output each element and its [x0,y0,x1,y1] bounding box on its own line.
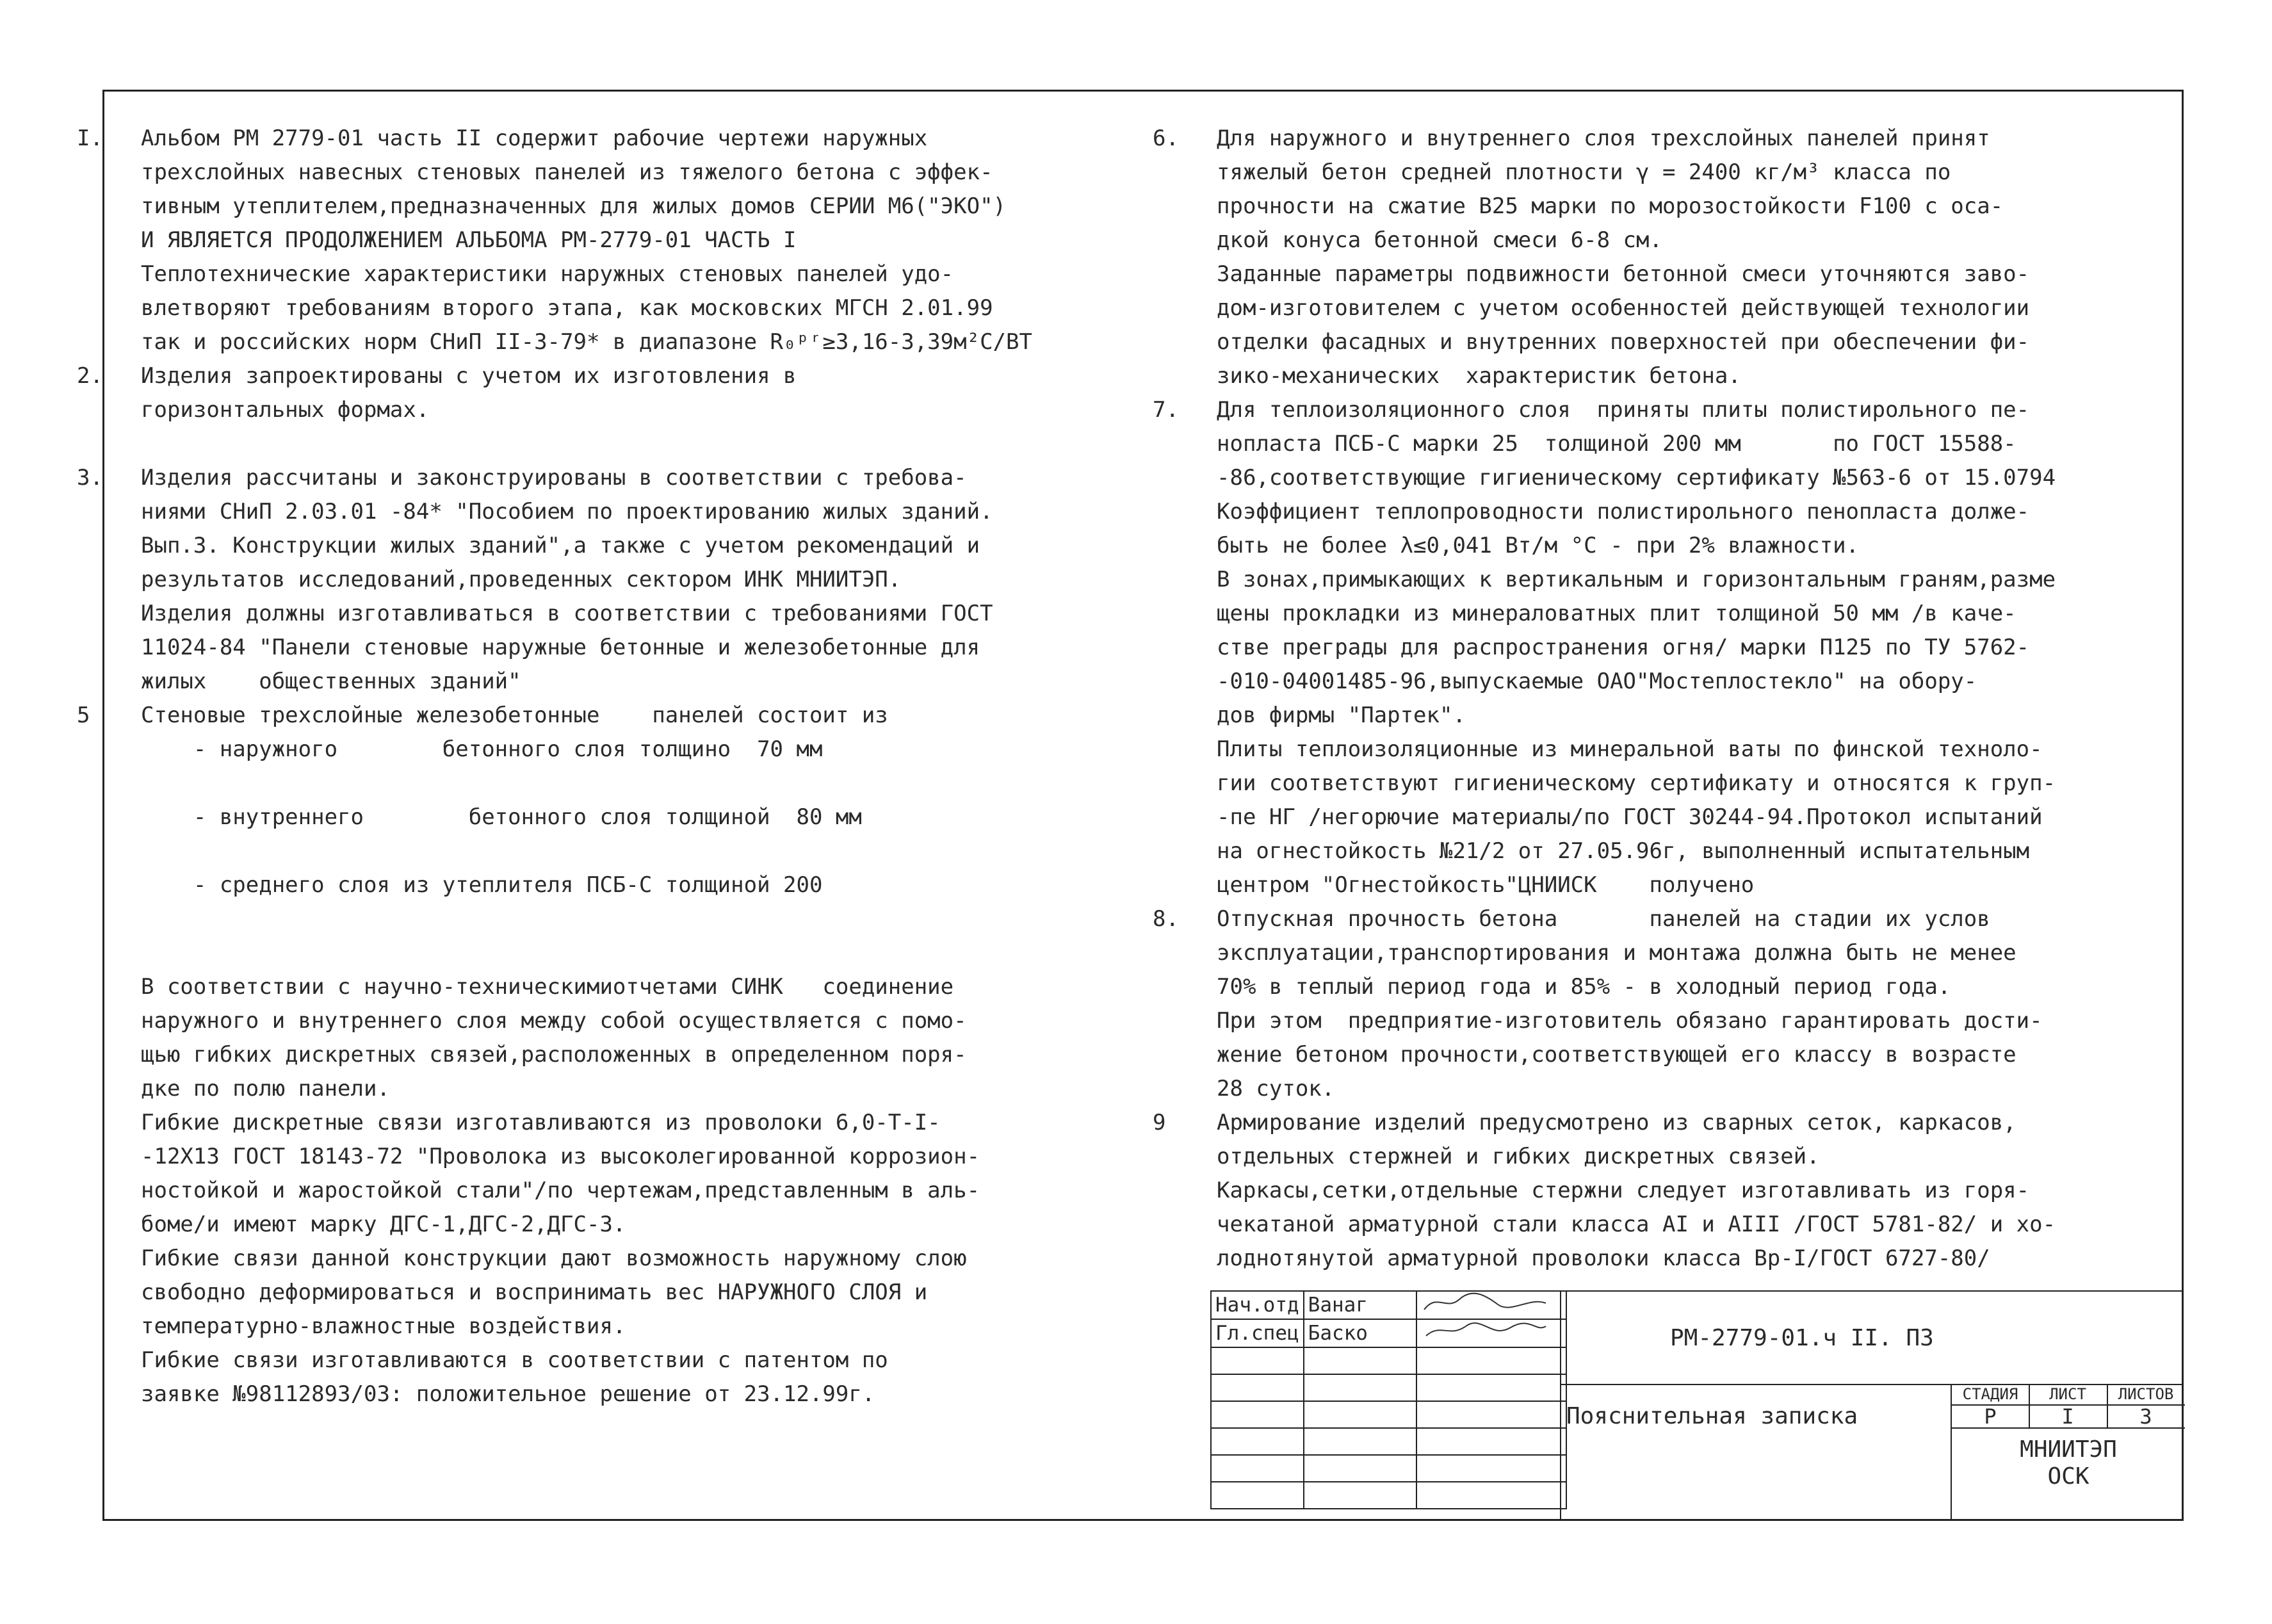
note-line: влетворяют требованиям второго этапа, как московских МГСН 2.01.99 [141,295,993,321]
empty-cell [1304,1401,1416,1428]
note-line: Альбом РМ 2779-01 часть II содержит рабочие чертежи наружных [141,126,928,151]
note-item [1153,1106,2177,1276]
empty-cell [1304,1428,1416,1455]
note-item [77,699,1191,1411]
note-line: температурно-влажностные воздействия. [141,1313,626,1339]
note-line: дкой конуса бетонной смеси 6-8 см. [1217,227,1662,253]
note-line: на огнестойкость №21/2 от 27.05.96г, выполненный испытательным [1217,838,2030,864]
note-line: -010-04001485-96,выпускаемые ОАО"Мостеплостекло" на обору- [1217,669,1977,694]
note-line: тяжелый бетон средней плотности γ = 2400 кг/м³ класса по [1217,159,1951,185]
empty-cell [1211,1374,1304,1401]
sheet-header: ЛИСТ [2029,1385,2107,1406]
note-line: Гибкие связи данной конструкции дают возможность наружному слою [141,1246,967,1271]
note-item [77,122,1191,359]
divider [2107,1385,2108,1427]
note-line: жение бетоном прочности,соответствующей его классу в возрасте [1217,1042,2016,1068]
paragraph-gap [141,427,1191,461]
note-line: Стеновые трехслойные железобетонные панелей состоит из [141,702,888,728]
note-line: Для теплоизоляционного слоя приняты плиты полистирольного пе- [1217,397,2030,423]
note-line: Заданные параметры подвижности бетонной смеси уточняются заво- [1217,261,2030,287]
note-line: - внутреннего бетонного слоя толщиной 80 мм [141,804,862,830]
name-cell: Баско [1304,1319,1416,1347]
empty-cell [1416,1428,1566,1455]
note-line: эксплуатации,транспортирования и монтажа должна быть не менее [1217,940,2016,966]
note-line: быть не более λ≤0,041 Вт/м °С - при 2% влажности. [1217,533,1860,558]
note-line: свободно деформироваться и воспринимать вес НАРУЖНОГО СЛОЯ и [141,1279,928,1305]
note-line: ниями СНиП 2.03.01 -84* "Пособием по проектированию жилых зданий. [141,499,993,524]
note-line: Теплотехнические характеристики наружных стеновых панелей удо- [141,261,954,287]
note-line: Коэффициент теплопроводности полистирольного пенопласта долже- [1217,499,2030,524]
organization-name: МНИИТЭП [2020,1436,2117,1463]
signature-icon [1421,1292,1549,1313]
notes-right-column [1153,122,2177,1276]
note-line: 70% в теплый период года и 85% - в холодный период года. [1217,974,1951,1000]
note-line: Изделия запроектированы с учетом их изготовления в [141,363,797,389]
note-line: 11024-84 "Панели стеновые наружные бетонные и железобетонные для [141,635,980,660]
signature-cell [1416,1319,1566,1347]
divider [2029,1385,2030,1427]
empty-cell [1211,1455,1304,1482]
note-line: Армирование изделий предусмотрено из сварных сеток, каркасов, [1217,1110,2016,1135]
note-line [141,767,1191,800]
note-number: 5 [77,702,90,728]
note-number: I. [77,126,103,151]
empty-cell [1211,1482,1304,1509]
note-line [141,834,1191,868]
empty-cell [1211,1401,1304,1428]
note-number: 9 [1153,1110,1166,1135]
note-line: Отпускная прочность бетона панелей на стадии их услов [1217,906,1990,932]
note-line [141,936,1191,970]
note-line: бомe/и имеют марку ДГС-1,ДГС-2,ДГС-3. [141,1212,626,1237]
title-block [1210,1290,2184,1521]
note-number: 7. [1153,397,1179,423]
empty-cell [1304,1482,1416,1509]
note-line: лоднотянутой арматурной проволоки класса Вр-I/ГОСТ 6727-80/ [1217,1246,1990,1271]
note-line: чекатаной арматурной стали класса АI и АIII /ГОСТ 5781-82/ и хо- [1217,1212,2056,1237]
empty-cell [1416,1347,1566,1374]
note-line: И ЯВЛЯЕТСЯ ПРОДОЛЖЕНИЕМ АЛЬБОМА РМ-2779-01 ЧАСТЬ I [141,227,797,253]
note-line: результатов исследований,проведенных сектором ИНК МНИИТЭП. [141,567,902,592]
signature-table [1210,1290,1567,1509]
note-line: щены прокладки из минераловатных плит толщиной 50 мм /в каче- [1217,601,2016,626]
empty-cell [1416,1401,1566,1428]
empty-cell [1304,1374,1416,1401]
empty-cell [1211,1347,1304,1374]
empty-cell [1416,1455,1566,1482]
note-number: 8. [1153,906,1179,932]
note-item [1153,393,2177,902]
signature-icon [1421,1320,1549,1342]
note-line: щью гибких дискретных связей,расположенных в определенном поря- [141,1042,967,1068]
stage-sheet-block [1951,1384,2184,1521]
note-line: зико-механических характеристик бетона. [1217,363,1741,389]
notes-left-column [77,122,1191,1411]
signature-cell [1416,1291,1566,1319]
note-line: трехслойных навесных стеновых панелей из тяжелого бетона с эффек- [141,159,993,185]
organization-department: ОСК [2047,1463,2089,1490]
note-line: центром "Огнестойкость"ЦНИИСК получено [1217,872,1755,898]
stage-header: СТАДИЯ [1952,1385,2029,1406]
organization [1952,1427,2185,1490]
document-code: РМ-2779-01.ч II. ПЗ [1560,1290,2184,1384]
note-item [77,461,1191,699]
note-number: 6. [1153,126,1179,151]
note-line: В соответствии с научно-техническимиотчетами СИНК соединение [141,974,954,1000]
role-cell: Нач.отд [1211,1291,1304,1319]
empty-cell [1211,1428,1304,1455]
note-line: нопласта ПСБ-С марки 25 толщиной 200 мм по ГОСТ 15588- [1217,431,2016,457]
note-line: отделки фасадных и внутренних поверхностей при обеспечении фи- [1217,329,2030,355]
document-title: Пояснительная записка [1560,1384,1951,1521]
empty-cell [1416,1482,1566,1509]
note-line: Вып.3. Конструкции жилых зданий",а также с учетом рекомендаций и [141,533,980,558]
note-line: ностойкой и жаростойкой стали"/по чертежам,представленным в аль- [141,1178,980,1203]
empty-cell [1304,1347,1416,1374]
note-line: Каркасы,сетки,отдельные стержни следует изготавливать из горя- [1217,1178,2030,1203]
note-line: дом-изготовителем с учетом особенностей действующей технологии [1217,295,2030,321]
note-line: -пе НГ /негорючие материалы/по ГОСТ 30244-94.Протокол испытаний [1217,804,2043,830]
note-line: стве преграды для распространения огня/ марки П125 по ТУ 5762- [1217,635,2030,660]
note-line: При этом предприятие-изготовитель обязано гарантировать дости- [1217,1008,2043,1034]
note-line: отдельных стержней и гибких дискретных связей. [1217,1144,1820,1169]
note-line: наружного и внутреннего слоя между собой осуществляется с помо- [141,1008,967,1034]
note-line: дов фирмы "Партек". [1217,702,1466,728]
note-line: прочности на сжатие В25 марки по морозостойкости F100 с оса- [1217,193,2004,219]
sheets-value: 3 [2107,1404,2185,1429]
note-item [1153,122,2177,393]
note-line: -12Х13 ГОСТ 18143-72 "Проволока из высоколегированной коррозион- [141,1144,980,1169]
note-item [1153,902,2177,1106]
note-number: 2. [77,363,103,389]
note-line: так и российских норм СНиП II-3-79* в диапазоне R₀ᵖʳ≥3,16-3,39м²С/ВТ [141,329,1032,355]
note-line: Изделия рассчитаны и законструированы в соответствии с требова- [141,465,967,491]
role-cell: Гл.спец [1211,1319,1304,1347]
empty-cell [1304,1455,1416,1482]
name-cell: Ванаг [1304,1291,1416,1319]
note-line: В зонах,примыкающих к вертикальным и горизонтальным граням,разме [1217,567,2056,592]
note-item [77,359,1191,427]
note-line: жилых общественных зданий" [141,669,521,694]
note-line: Гибкие связи изготавливаются в соответствии с патентом по [141,1347,888,1373]
note-number: 3. [77,465,103,491]
note-line: - среднего слоя из утеплителя ПСБ-С толщиной 200 [141,872,823,898]
note-line: Для наружного и внутреннего слоя трехслойных панелей принят [1217,126,1990,151]
note-line [141,902,1191,936]
note-line: Плиты теплоизоляционные из минеральной ваты по финской техноло- [1217,736,2043,762]
note-line: тивным утеплителем,предназначенных для жилых домов СЕРИИ М6("ЭКО") [141,193,1007,219]
note-line: Гибкие дискретные связи изготавливаются из проволоки 6,0-Т-I- [141,1110,941,1135]
stage-value: Р [1952,1404,2029,1429]
sheet-value: I [2029,1404,2107,1429]
empty-cell [1416,1374,1566,1401]
note-line: Изделия должны изготавливаться в соответствии с требованиями ГОСТ [141,601,993,626]
note-line: горизонтальных формах. [141,397,430,423]
note-line: дке по полю панели. [141,1076,390,1101]
note-line: заявке №98112893/03: положительное решение от 23.12.99г. [141,1381,875,1407]
note-line: 28 суток. [1217,1076,1335,1101]
note-line: -86,соответствующие гигиеническому сертификату №563-6 от 15.0794 [1217,465,2056,491]
note-line: - наружного бетонного слоя толщино 70 мм [141,736,823,762]
sheets-header: ЛИСТОВ [2107,1385,2185,1406]
note-line: гии соответствуют гигиеническому сертификату и относятся к груп- [1217,770,2056,796]
